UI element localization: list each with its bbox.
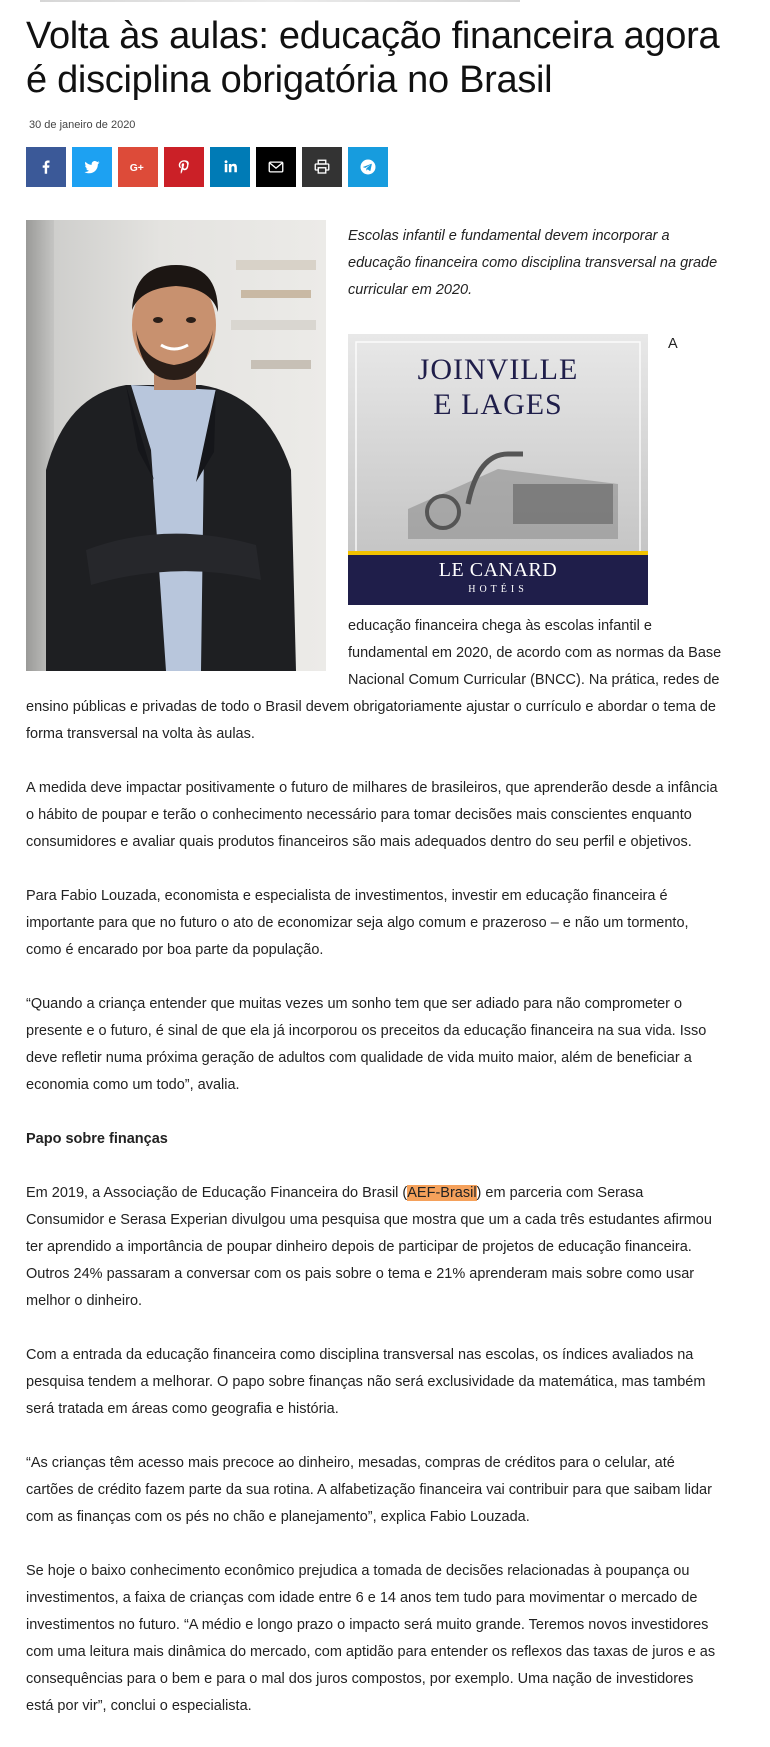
envelope-icon — [267, 158, 285, 176]
paragraph-5-start: Em 2019, a Associação de Educação Financeira do Brasil ( — [26, 1185, 408, 1201]
article-title: Volta às aulas: educação financeira agora é disciplina obrigatória no Brasil — [26, 15, 720, 101]
article-date: 30 de janeiro de 2020 — [29, 119, 136, 131]
article-body — [26, 220, 723, 1747]
paragraph-2: A medida deve impactar positivamente o futuro de milhares de brasileiros, que aprenderão desde a infância o hábito de poupar e terão o conhecimento necessário para tomar decisões mais conscientes enquanto consumidores e avaliar quais produtos financeiros são mais adequados dentro do seu perfil e objetivos. — [26, 780, 718, 850]
googleplus-share-button[interactable] — [118, 147, 158, 187]
email-share-button[interactable] — [256, 147, 296, 187]
share-bar — [26, 147, 726, 187]
google-plus-icon — [129, 158, 147, 176]
hotel-advertisement[interactable] — [348, 334, 648, 605]
ad-brand-logo: LE CANARD — [438, 559, 558, 581]
article-header — [26, 14, 726, 187]
ad-headline-line2: E LAGES — [433, 388, 563, 421]
paragraph-6: Com a entrada da educação financeira como disciplina transversal nas escolas, os índices avaliados na pesquisa tendem a melhorar. O papo sobre finanças não será exclusividade da matemática, mas também será tratada em áreas como geografia e história. — [26, 1347, 706, 1417]
facebook-share-button[interactable] — [26, 147, 66, 187]
author-photo — [26, 220, 326, 671]
paragraph-7: “As crianças têm acesso mais precoce ao dinheiro, mesadas, compras de créditos para o celular, até cartões de crédito fazem parte da sua rotina. A alfabetização financeira vai contribuir para que saibam lidar com as finanças com os pés no chão e planejamento”, explica Fabio Louzada. — [26, 1455, 712, 1525]
aef-brasil-link[interactable]: AEF-Brasil — [407, 1185, 477, 1201]
svg-text:G+: G+ — [129, 163, 144, 175]
twitter-icon — [83, 158, 101, 176]
paragraph-3: Para Fabio Louzada, economista e especialista de investimentos, investir em educação financeira é importante para que no futuro o ato de economizar seja algo comum e prazeroso – e não um tormento, como é encarado por boa parte da população. — [26, 888, 689, 958]
telegram-share-button[interactable] — [348, 147, 388, 187]
section-subheading: Papo sobre finanças — [26, 1131, 168, 1147]
facebook-icon — [37, 158, 55, 176]
twitter-share-button[interactable] — [72, 147, 112, 187]
article-lead: Escolas infantil e fundamental devem incorporar a educação financeira como disciplina transversal na grade curricular em 2020. — [348, 228, 718, 298]
linkedin-icon — [221, 158, 239, 176]
print-share-button[interactable] — [302, 147, 342, 187]
paragraph-5 — [26, 1180, 723, 1315]
paragraph-1: A educação financeira chega às escolas infantil e fundamental em 2020, de acordo com as normas da Base Nacional Comum Curricular (BNCC). Na prática, redes de ensino públicas e privadas de todo o Brasil devem obrigatoriamente ajustar o currículo e abordar o tema de forma transversal na volta às aulas. — [26, 336, 722, 742]
paragraph-8: Se hoje o baixo conhecimento econômico prejudica a tomada de decisões relacionadas à poupança ou investimentos, a faixa de crianças com idade entre 6 e 14 anos tem tudo para movimentar o mercado de investimentos no futuro. “A médio e longo prazo o impacto será muito grande. Teremos novos investidores com uma leitura mais dinâmica do mercado, com aptidão para entender os reflexos das taxas de juros e as consequências para o bem e para o mal dos juros compostos, por exemplo. Uma nação de investidores está por vir”, conclui o especialista. — [26, 1563, 716, 1714]
paragraph-4: “Quando a criança entender que muitas vezes um sonho tem que ser adiado para não comprometer o presente e o futuro, é sinal de que ela já incorporou os preceitos da educação financeira na sua vida. Isso deve refletir numa próxima geração de adultos com qualidade de vida muito maior, além de beneficiar a economia como um todo”, avalia. — [26, 996, 707, 1093]
pinterest-share-button[interactable] — [164, 147, 204, 187]
top-strip — [0, 0, 770, 5]
printer-icon — [313, 158, 331, 176]
ad-headline-line1: JOINVILLE — [417, 353, 579, 386]
paragraph-5-end: ) em parceria com Serasa Consumidor e Serasa Experian divulgou uma pesquisa que mostra que um a cada três estudantes afirmou ter aprendido a importância de poupar dinheiro depois de participar de projetos de educação financeira. Outros 24% passaram a conversar com os pais sobre o tema e 21% aprenderam mais sobre como usar melhor o dinheiro. — [26, 1185, 712, 1309]
pinterest-icon — [175, 158, 193, 176]
linkedin-share-button[interactable] — [210, 147, 250, 187]
ad-brand-subtitle: HOTÉIS — [468, 584, 528, 595]
telegram-icon — [359, 158, 377, 176]
